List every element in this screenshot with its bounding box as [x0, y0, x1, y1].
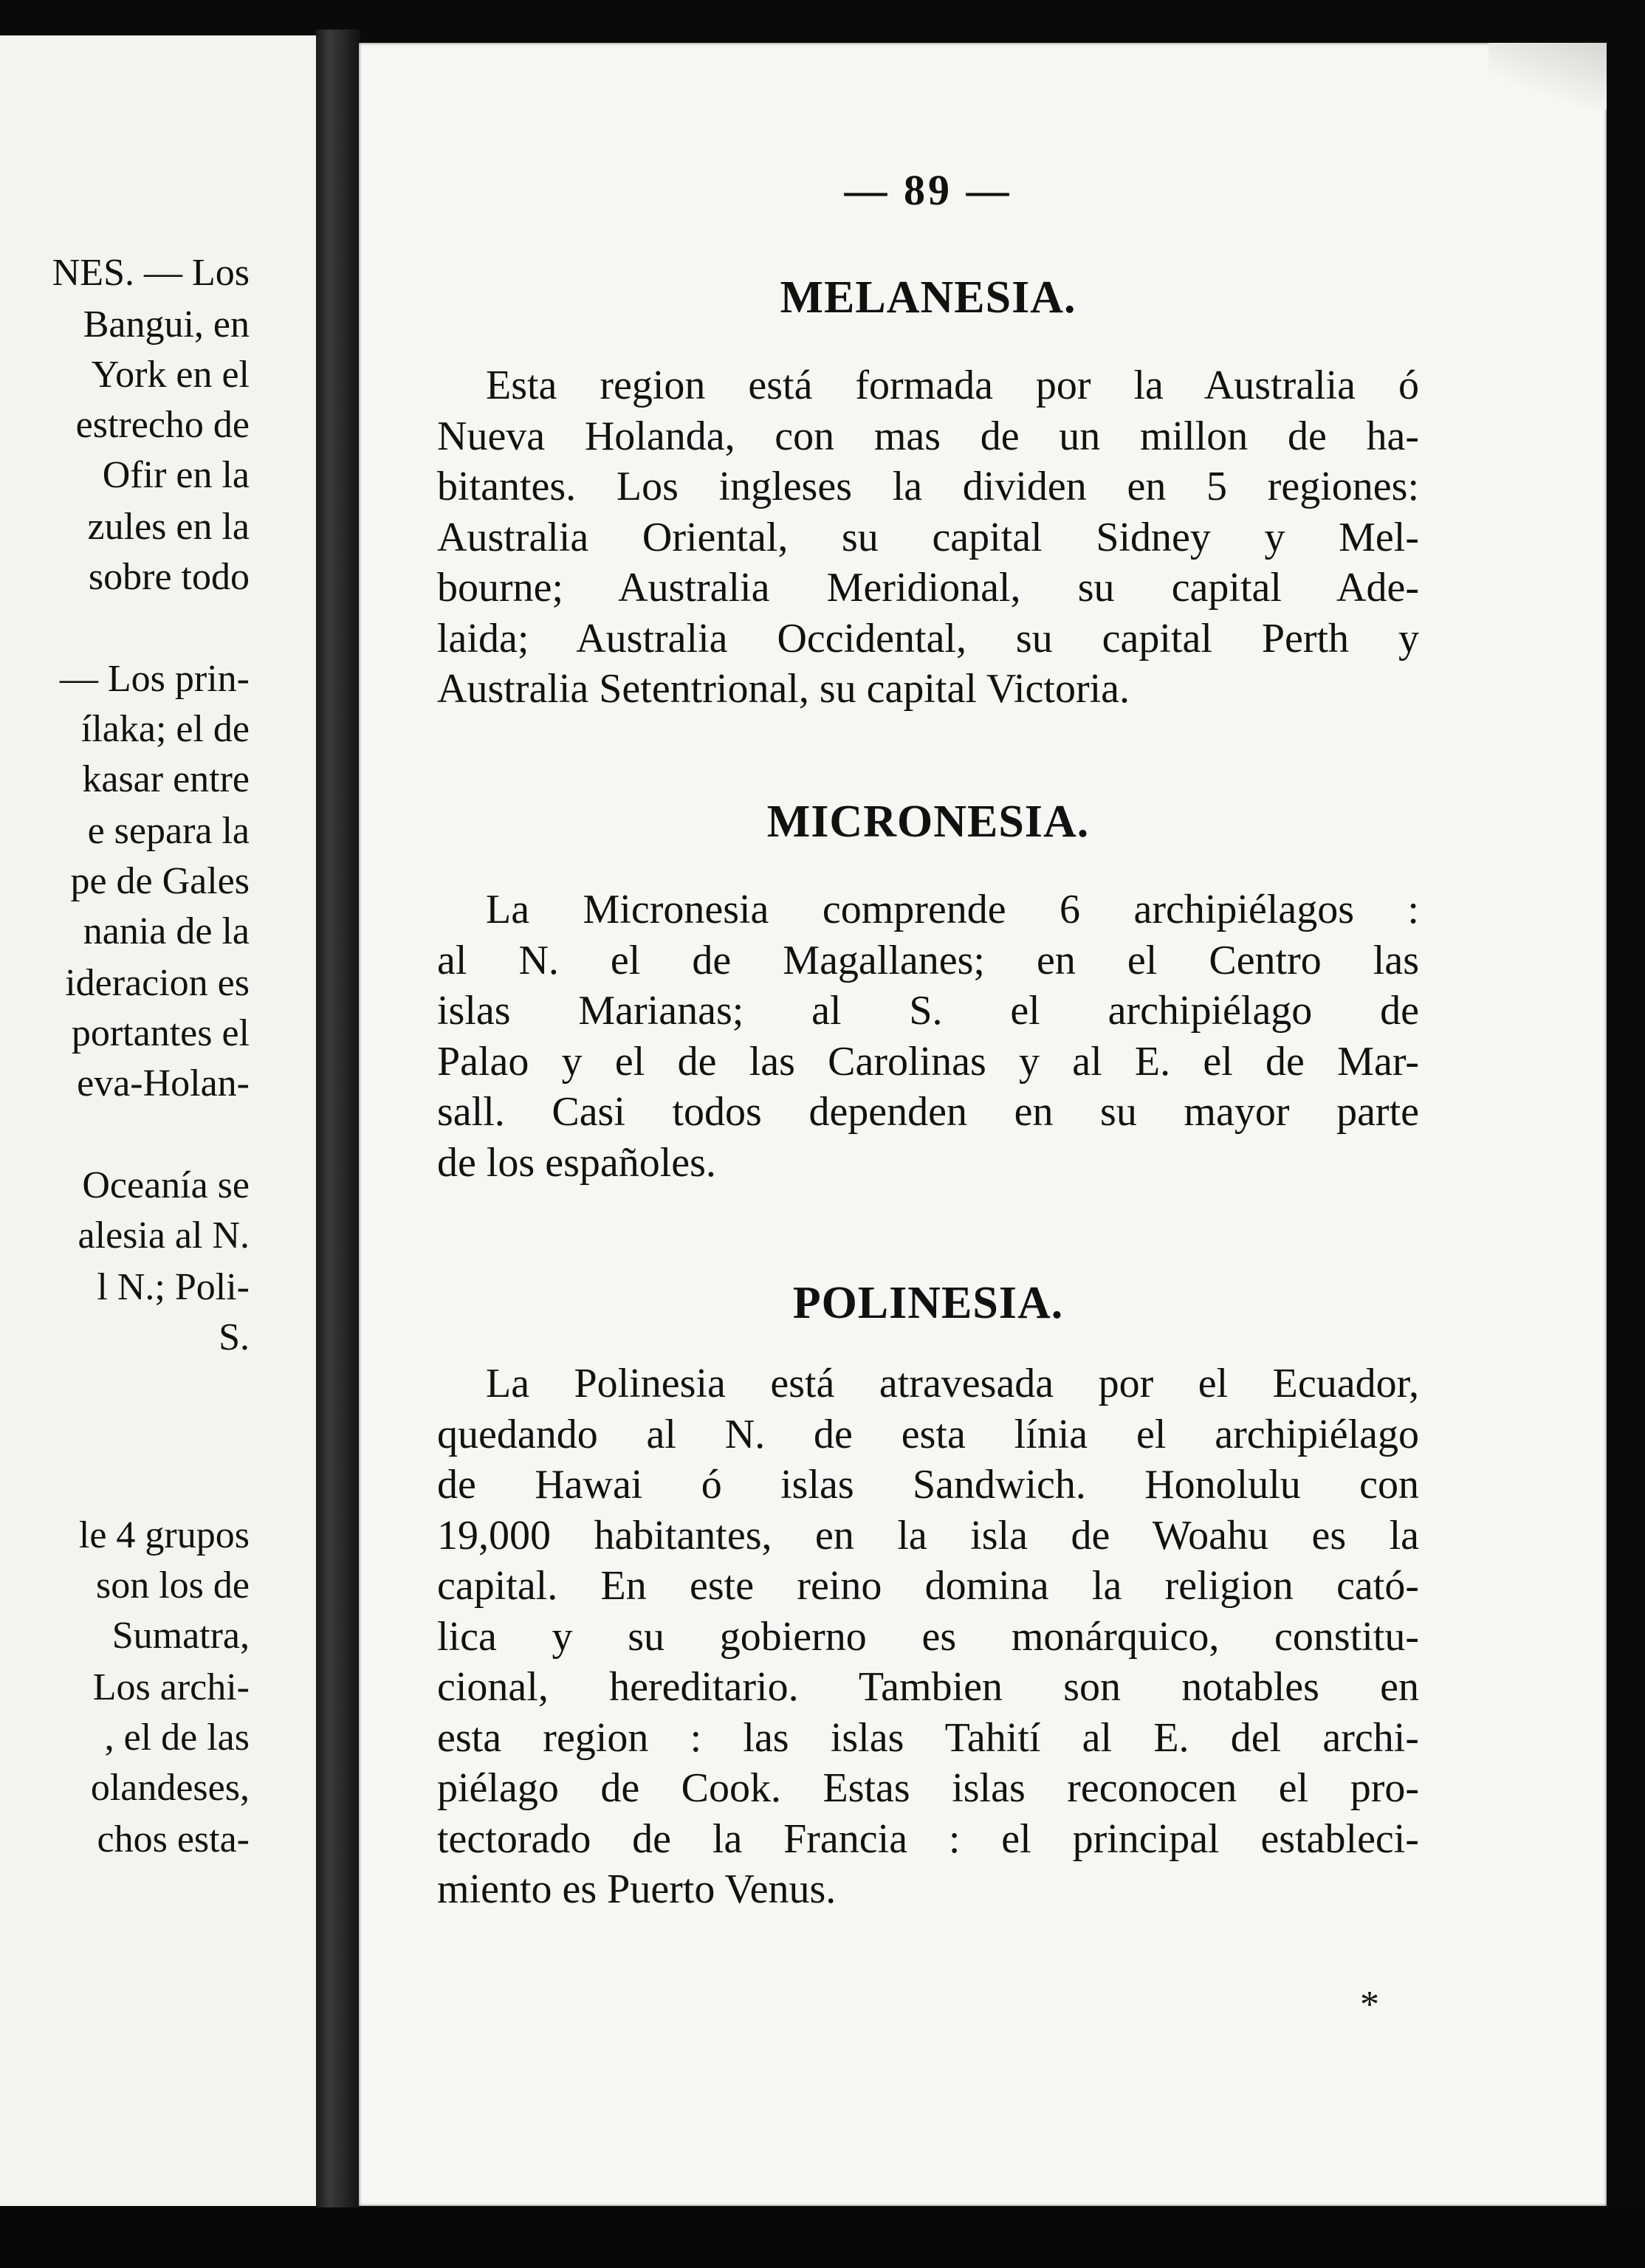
- scan-border: [0, 2207, 1645, 2268]
- left-line: alesia al N.: [78, 1214, 250, 1257]
- text-line: Nueva Holanda, con mas de un millon de ha-: [437, 413, 1419, 459]
- paragraph-polinesia: [437, 1358, 1419, 1915]
- left-line: olandeses,: [90, 1767, 250, 1809]
- left-line: chos esta-: [97, 1818, 250, 1860]
- book-gutter: [316, 30, 360, 2215]
- text-line: miento es Puerto Venus.: [437, 1866, 837, 1912]
- left-line: zules en la: [87, 506, 250, 548]
- text-line: La Micronesia comprende 6 archipiélagos :: [486, 887, 1419, 932]
- left-line: NES. — Los: [52, 252, 250, 294]
- text-line: de Hawai ó islas Sandwich. Honolulu con: [437, 1462, 1419, 1508]
- text-line: tectorado de la Francia : el principal estableci-: [437, 1815, 1419, 1862]
- left-line: Bangui, en: [83, 303, 250, 346]
- text-line: sall. Casi todos dependen en su mayor parte: [437, 1089, 1419, 1135]
- left-line: e separa la: [87, 810, 250, 852]
- text-line: quedando al N. de esta línia el archipiélago: [437, 1411, 1419, 1457]
- paragraph-melanesia: [437, 360, 1419, 715]
- left-line: York en el: [91, 354, 250, 396]
- previous-page: [0, 35, 317, 2206]
- text-line: Palao y el de las Carolinas y al E. el de Mar-: [437, 1038, 1419, 1085]
- page-corner-fold: [1488, 43, 1607, 109]
- left-line: Los archi-: [92, 1666, 250, 1708]
- text-line: La Polinesia está atravesada por el Ecuador,: [486, 1361, 1419, 1406]
- section-heading-micronesia: MICRONESIA.: [766, 797, 1090, 847]
- text-line: 19,000 habitantes, en la isla de Woahu es la: [437, 1512, 1419, 1559]
- text-line: bourne; Australia Meridional, su capital Ade-: [437, 565, 1419, 611]
- left-line: le 4 grupos: [78, 1514, 250, 1556]
- text-line: Esta region está formada por la Australia ó: [486, 362, 1419, 408]
- left-line: portantes el: [71, 1012, 250, 1054]
- paragraph-micronesia: [437, 884, 1419, 1188]
- left-line: kasar entre: [82, 758, 250, 800]
- left-line: Sumatra,: [111, 1615, 250, 1657]
- left-line: , el de las: [104, 1717, 250, 1759]
- footnote-mark: *: [1360, 1984, 1379, 2026]
- left-line: S.: [219, 1316, 250, 1358]
- page-89: [359, 43, 1607, 2206]
- left-line: Oceanía se: [82, 1164, 250, 1206]
- page-number: — 89 —: [844, 166, 1012, 214]
- left-line: son los de: [96, 1564, 250, 1606]
- text-line: Australia Setentrional, su capital Victoria.: [437, 666, 1130, 712]
- text-line: piélago de Cook. Estas islas reconocen el pro-: [437, 1765, 1419, 1811]
- text-line: al N. el de Magallanes; en el Centro las: [437, 937, 1419, 983]
- section-heading-melanesia: MELANESIA.: [780, 272, 1076, 323]
- left-line: nania de la: [83, 910, 250, 952]
- text-line: de los españoles.: [437, 1139, 716, 1186]
- left-line: ílaka; el de: [80, 708, 250, 750]
- left-line: ideracion es: [65, 962, 250, 1004]
- left-line: sobre todo: [88, 556, 250, 598]
- text-line: lica y su gobierno es monárquico, constitu-: [437, 1613, 1419, 1660]
- left-line: l N.; Poli-: [97, 1266, 250, 1308]
- left-line: Ofir en la: [102, 454, 250, 496]
- left-line: eva-Holan-: [77, 1062, 250, 1104]
- text-line: bitantes. Los ingleses la dividen en 5 regiones:: [437, 464, 1419, 509]
- text-line: esta region : las islas Tahití al E. del archi-: [437, 1714, 1419, 1761]
- text-line: islas Marianas; al S. el archipiélago de: [437, 988, 1419, 1034]
- left-line: pe de Gales: [70, 860, 250, 902]
- text-line: laida; Australia Occidental, su capital Perth y: [437, 615, 1419, 662]
- text-line: Australia Oriental, su capital Sidney y Mel-: [437, 514, 1419, 560]
- section-heading-polinesia: POLINESIA.: [792, 1278, 1064, 1328]
- left-line: — Los prin-: [59, 658, 250, 700]
- text-line: capital. En este reino domina la religion cató-: [437, 1563, 1419, 1609]
- left-line: estrecho de: [75, 404, 250, 446]
- text-line: cional, hereditario. Tambien son notables en: [437, 1664, 1419, 1710]
